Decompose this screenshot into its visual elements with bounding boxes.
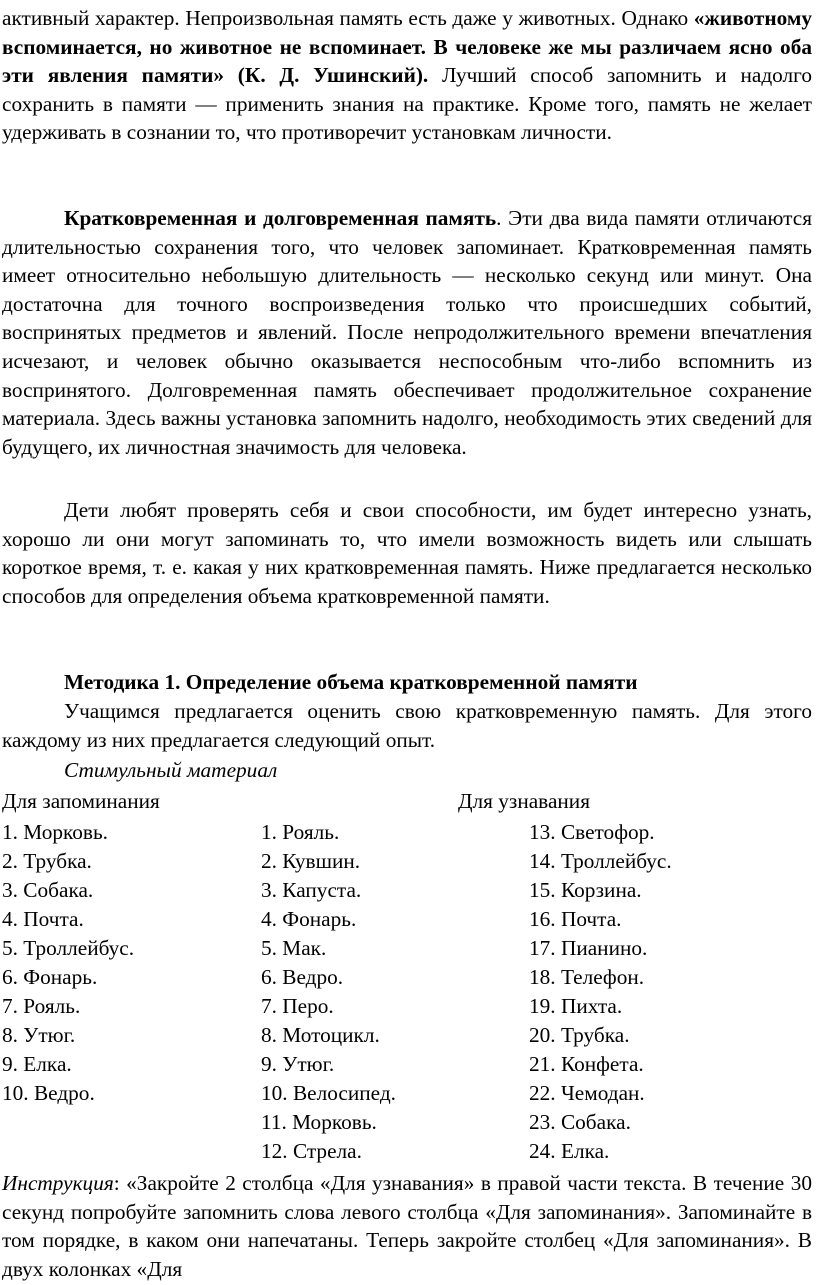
list-item: 9. Утюг.	[261, 1052, 335, 1076]
intro-text-1: активный характер. Непроизвольная память есть даже у животных. Однако	[2, 6, 694, 30]
paragraph-short-long-memory	[2, 204, 812, 461]
list-item: 18. Телефон.	[529, 965, 645, 989]
list-item: 11. Морковь.	[261, 1110, 377, 1134]
list-item: 6. Ведро.	[261, 965, 344, 989]
list-item: 19. Пихта.	[529, 994, 623, 1018]
list-item: 2. Трубка.	[2, 849, 92, 873]
list-item: 8. Мотоцикл.	[261, 1023, 380, 1047]
list-item: 13. Светофор.	[529, 820, 655, 844]
list-item: 4. Почта.	[2, 907, 84, 931]
list-item: 1. Морковь.	[2, 820, 109, 844]
instruction-label: Инструкция	[2, 1171, 114, 1195]
list-item: 2. Кувшин.	[261, 849, 361, 873]
list-item: 20. Трубка.	[529, 1023, 630, 1047]
list-item: 1. Рояль.	[261, 820, 340, 844]
list-item: 3. Собака.	[2, 878, 94, 902]
list-item: 5. Троллейбус.	[2, 936, 135, 960]
recognize-column-2	[529, 818, 672, 1166]
list-item: 8. Утюг.	[2, 1023, 76, 1047]
stimulus-label	[2, 756, 812, 785]
list-item: 6. Фонарь.	[2, 965, 98, 989]
list-item: 7. Рояль.	[2, 994, 81, 1018]
paragraph-method-desc	[2, 697, 812, 754]
intro-text-2: Лучший способ запомнить и надолго сохранить в памяти — применить знания на практике. Кроме того, память не желает удерживать в сознании то, что противоречит установкам личности.	[2, 63, 813, 145]
word-lists	[2, 818, 814, 1168]
paragraph-memory-intro	[2, 4, 812, 147]
header-recognize: Для узнавания	[458, 789, 591, 813]
list-item: 17. Пианино.	[529, 936, 648, 960]
list-item: 10. Ведро.	[2, 1081, 95, 1105]
list-item: 4. Фонарь.	[261, 907, 357, 931]
method-title-text: Методика 1. Определение объема кратковременной памяти	[64, 670, 638, 694]
method-desc-text: Учащимся предлагается оценить свою кратковременную память. Для этого каждому из них предлагается следующий опыт.	[2, 699, 812, 752]
header-memorize: Для запоминания	[2, 789, 160, 813]
list-item: 15. Корзина.	[529, 878, 642, 902]
paragraph-instruction	[2, 1169, 812, 1283]
children-text: Дети любят проверять себя и свои способности, им будет интересно узнать, хорошо ли они могут запоминать то, что имели возможность видеть или слышать короткое время, т. е. какая у них кратковременная память. Ниже предлагается несколько способов для определения объема кратковременной памяти.	[2, 498, 812, 608]
memorize-column	[2, 818, 134, 1108]
list-item: 14. Троллейбус.	[529, 849, 672, 873]
list-item: 3. Капуста.	[261, 878, 362, 902]
stimulus-label-text: Стимульный материал	[64, 758, 278, 782]
instruction-text: : «Закройте 2 столбца «Для узнавания» в правой части текста. В течение 30 секунд попробуйте запомнить слова левого столбца «Для запоминания». Запоминайте в том порядке, в каком они напечатаны. Теперь закройте столбец «Для запоминания». В двух колонках «Для	[2, 1171, 812, 1281]
section-text: . Эти два вида памяти отличаются длительностью сохранения того, что человек запоминает. Кратковременная память имеет относительно небольшую длительность — несколько секунд или минут. Она достаточна для точного воспроизведения только что происшедших событий, воспринятых предметов и явлений. После непродолжительного времени впечатления исчезают, и человек обычно оказывается неспособным что-либо вспомнить из воспринятого. Долговременная память обеспечивает продолжительное сохранение материала. Здесь важны установка запомнить надолго, необходимость этих сведений для будущего, их личностная значимость для человека.	[2, 206, 812, 459]
list-item: 21. Конфета.	[529, 1052, 644, 1076]
method-title	[2, 668, 812, 697]
recognize-column-1	[261, 818, 396, 1166]
list-item: 10. Велосипед.	[261, 1081, 396, 1105]
list-item: 5. Мак.	[261, 936, 327, 960]
ushinsky-quote: «животному вспоминается, но животное не вспоминает. В человеке же мы различаем ясно оба эти явления памяти» (К. Д. Ушинский).	[2, 6, 812, 88]
list-item: 9. Елка.	[2, 1052, 72, 1076]
list-item: 22. Чемодан.	[529, 1081, 645, 1105]
list-item: 23. Собака.	[529, 1110, 631, 1134]
section-heading: Кратковременная и долговременная память	[64, 206, 497, 230]
list-item: 24. Елка.	[529, 1139, 610, 1163]
list-item: 12. Стрела.	[261, 1139, 362, 1163]
paragraph-children	[2, 496, 812, 610]
list-item: 16. Почта.	[529, 907, 622, 931]
list-item: 7. Перо.	[261, 994, 334, 1018]
